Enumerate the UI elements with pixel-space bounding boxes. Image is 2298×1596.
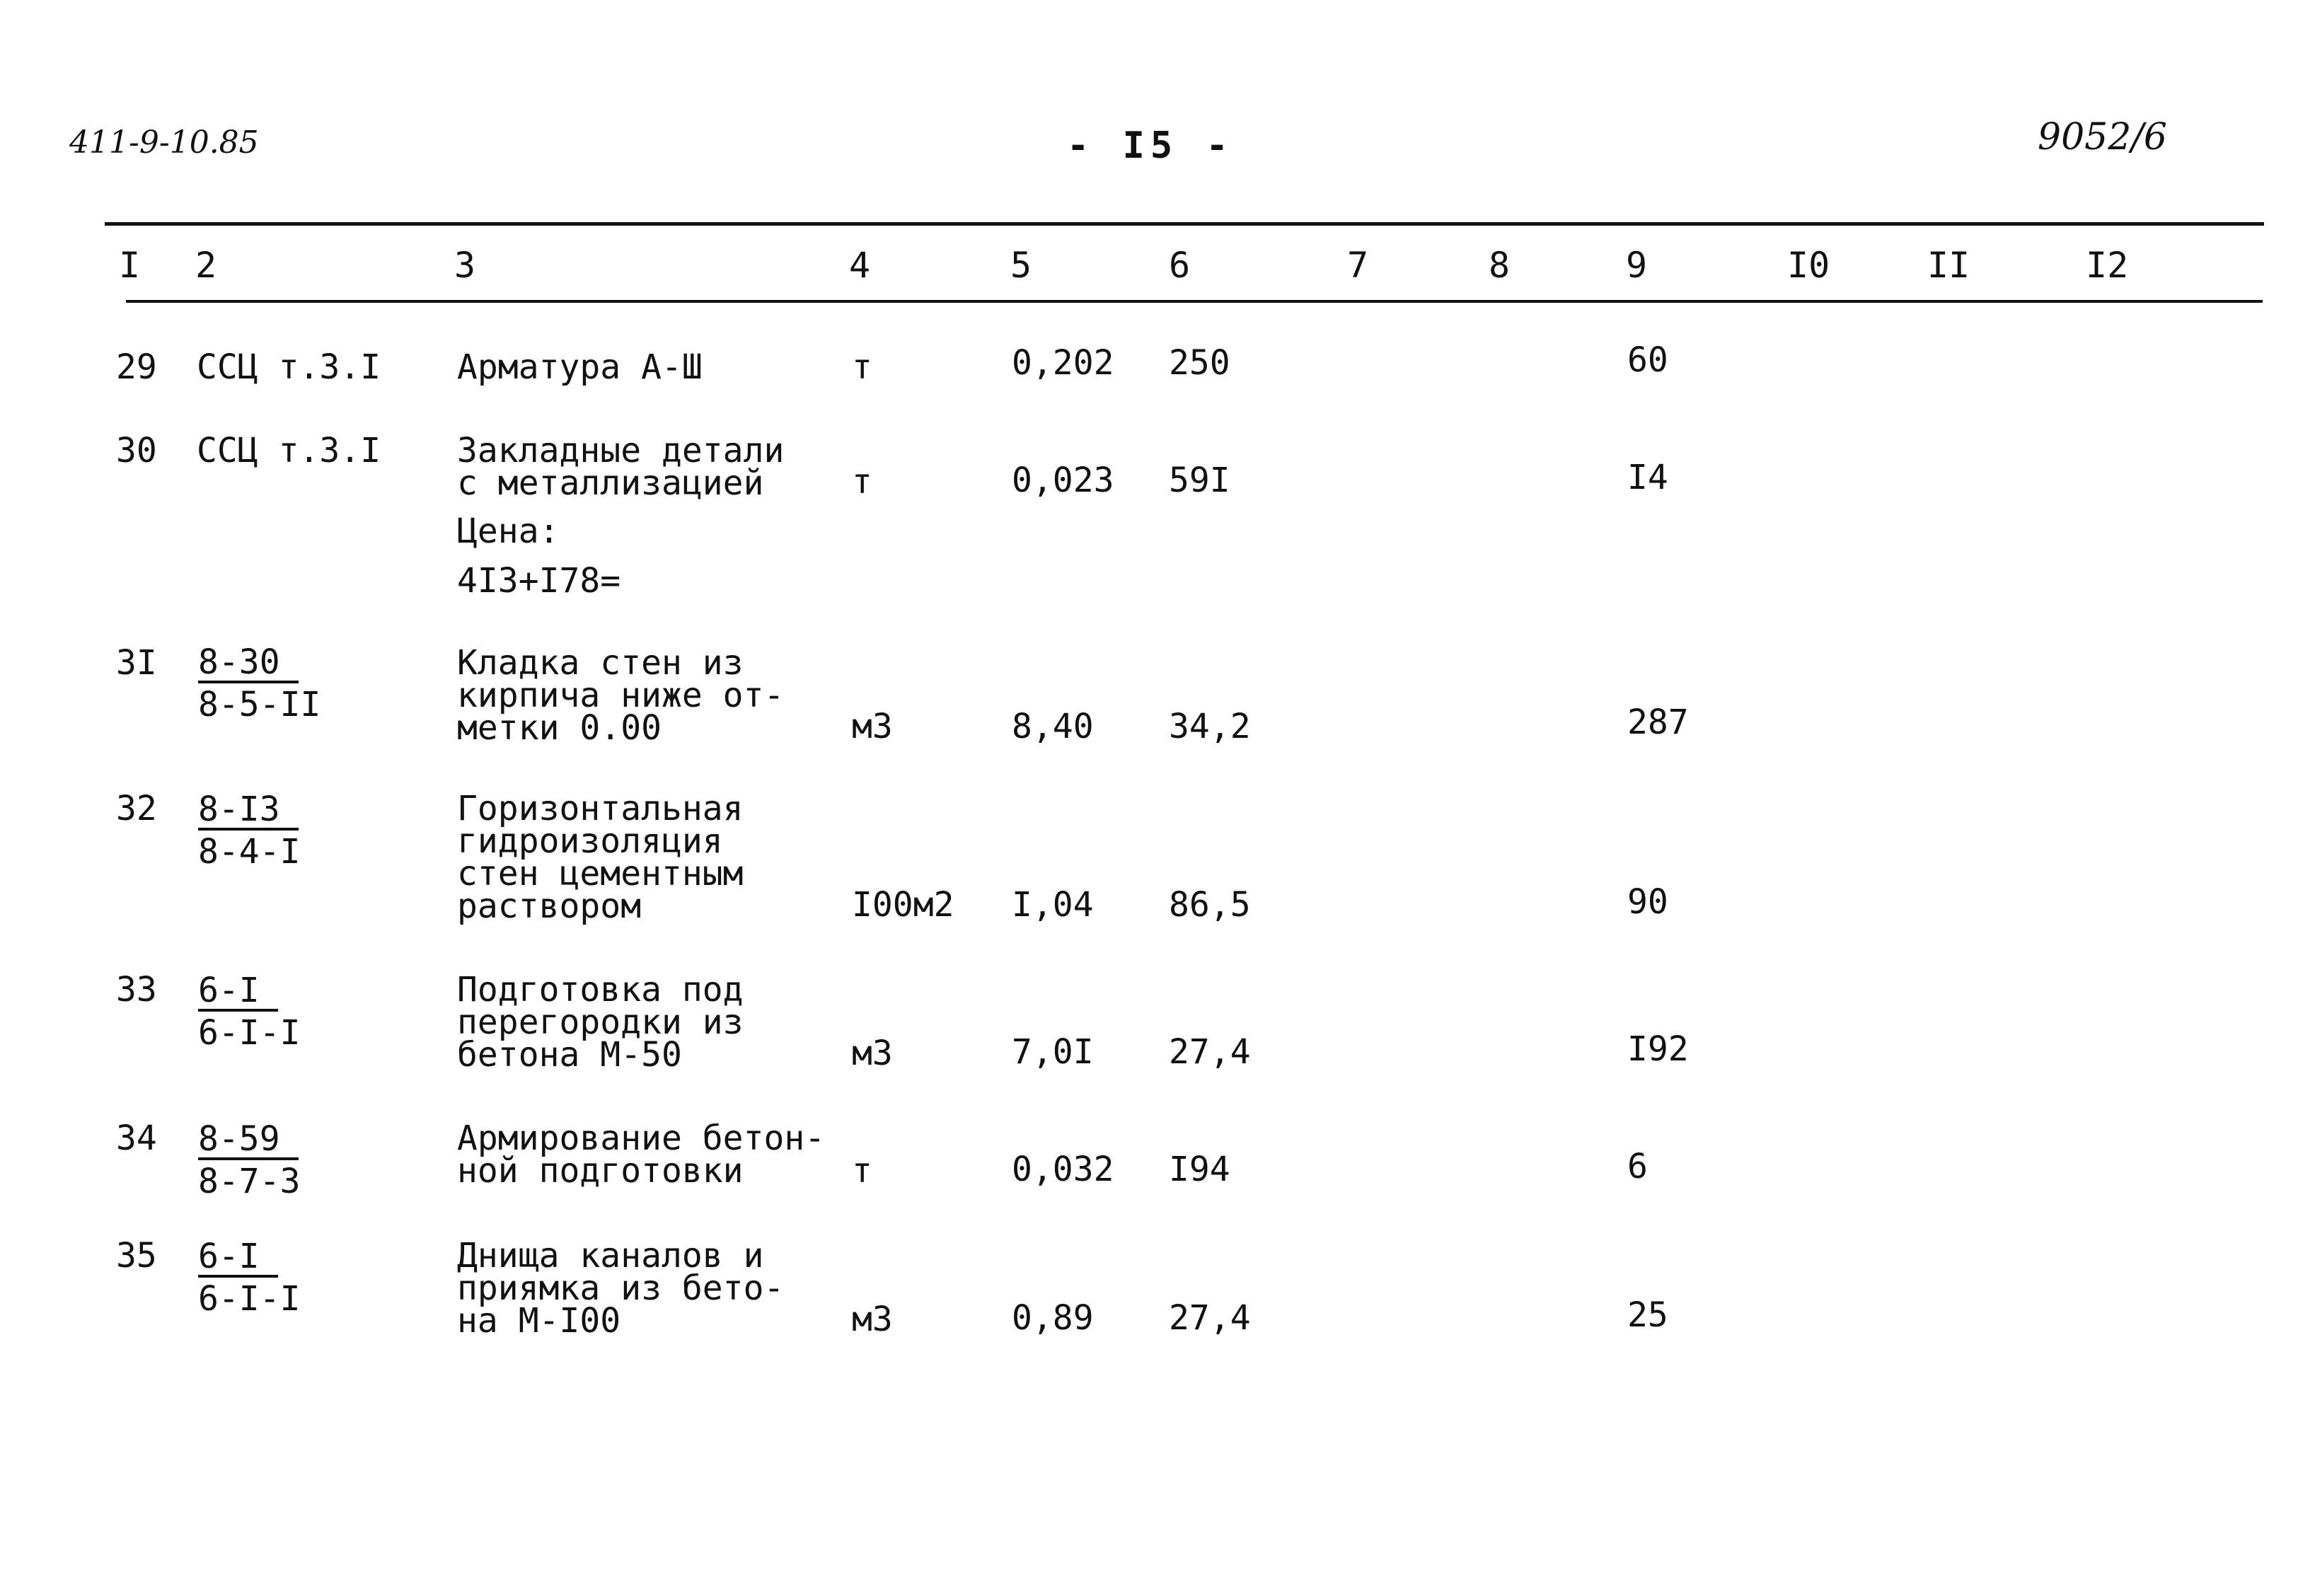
row-number: 33 [116, 970, 157, 1010]
row-total: 6 [1627, 1147, 1648, 1186]
row-code-fraction [198, 1119, 301, 1201]
row-price: 59I [1169, 461, 1230, 500]
code-denominator: 8-4-I [198, 832, 301, 872]
row-name: Армирование бетон- ной подготовки [457, 1118, 826, 1191]
row-name: Закладные детали с металлизацией [457, 431, 785, 503]
row-code-fraction [198, 971, 301, 1053]
document-code: 411-9-10.85 [69, 125, 259, 161]
row-price: 34,2 [1169, 707, 1251, 746]
code-denominator: 6-I-I [198, 1279, 301, 1319]
column-number: I0 [1787, 245, 1830, 286]
code-numerator: 8-30 [198, 644, 299, 683]
row-price-note-formula: 4I3+I78= [457, 561, 621, 601]
column-number: 2 [195, 245, 217, 286]
table-top-rule [105, 222, 2264, 226]
row-quantity: 8,40 [1012, 707, 1094, 746]
row-number: 35 [116, 1236, 157, 1276]
code-numerator: 6-I [198, 1238, 278, 1278]
row-unit: I00м2 [852, 885, 954, 925]
row-total: I4 [1627, 458, 1668, 497]
row-price-note-label: Цена: [457, 511, 560, 551]
column-number: 3 [454, 245, 476, 286]
row-quantity: 0,202 [1012, 343, 1114, 383]
row-number: 34 [116, 1118, 157, 1158]
column-number: 4 [849, 245, 871, 286]
row-price: 86,5 [1169, 885, 1251, 925]
row-total: 90 [1627, 882, 1668, 922]
row-total: 287 [1627, 702, 1689, 742]
column-number: I2 [2086, 245, 2129, 286]
row-quantity: 0,023 [1012, 461, 1114, 500]
row-price: 27,4 [1169, 1032, 1251, 1072]
column-number: I [119, 245, 141, 286]
row-number: 32 [116, 789, 157, 828]
row-unit: м3 [852, 1034, 893, 1073]
row-unit: т [852, 1151, 872, 1191]
code-denominator: 8-5-II [198, 685, 321, 724]
row-unit: т [852, 347, 872, 387]
row-name: Кладка стен из кирпича ниже от- метки 0.00 [457, 643, 785, 748]
code-numerator: 6-I [198, 972, 278, 1012]
code-numerator: 8-59 [198, 1121, 299, 1160]
row-total: 60 [1627, 340, 1668, 380]
row-price: 250 [1169, 343, 1230, 383]
row-name: Днища каналов и приямка из бето- на М-I00 [457, 1236, 785, 1341]
row-quantity: 7,0I [1012, 1032, 1094, 1072]
row-price: 27,4 [1169, 1298, 1251, 1338]
page-number: - I5 - [1067, 125, 1234, 167]
column-number: 5 [1010, 245, 1032, 286]
row-unit: т [852, 462, 872, 502]
code-numerator: 8-I3 [198, 791, 299, 831]
row-number: 30 [116, 431, 157, 470]
row-name: Горизонтальная гидроизоляция стен цементным раствором [457, 789, 744, 926]
column-number: 7 [1347, 245, 1369, 286]
row-number: 3I [116, 643, 157, 683]
row-name: Арматура А-Ш [457, 347, 703, 387]
row-quantity: 0,032 [1012, 1150, 1114, 1189]
column-number: 8 [1489, 245, 1511, 286]
row-unit: м3 [852, 707, 893, 746]
row-code: ССЦ т.3.I [197, 347, 381, 387]
row-code-fraction [198, 642, 321, 724]
row-name: Подготовка под перегородки из бетона М-50 [457, 970, 744, 1075]
row-code-fraction [198, 790, 301, 872]
row-total: 25 [1627, 1295, 1668, 1335]
row-code-fraction [198, 1237, 301, 1319]
row-price: I94 [1169, 1150, 1230, 1189]
column-number: 9 [1626, 245, 1648, 286]
sheet-reference: 9052/6 [2038, 116, 2167, 158]
code-denominator: 6-I-I [198, 1013, 301, 1053]
row-number: 29 [116, 347, 157, 387]
column-number: 6 [1169, 245, 1191, 286]
row-quantity: 0,89 [1012, 1298, 1094, 1338]
column-number: II [1927, 245, 1970, 286]
header-rule [126, 300, 2263, 303]
row-total: I92 [1627, 1029, 1689, 1069]
row-quantity: I,04 [1012, 885, 1094, 925]
row-unit: м3 [852, 1300, 893, 1339]
code-denominator: 8-7-3 [198, 1162, 301, 1201]
row-code: ССЦ т.3.I [197, 431, 381, 470]
